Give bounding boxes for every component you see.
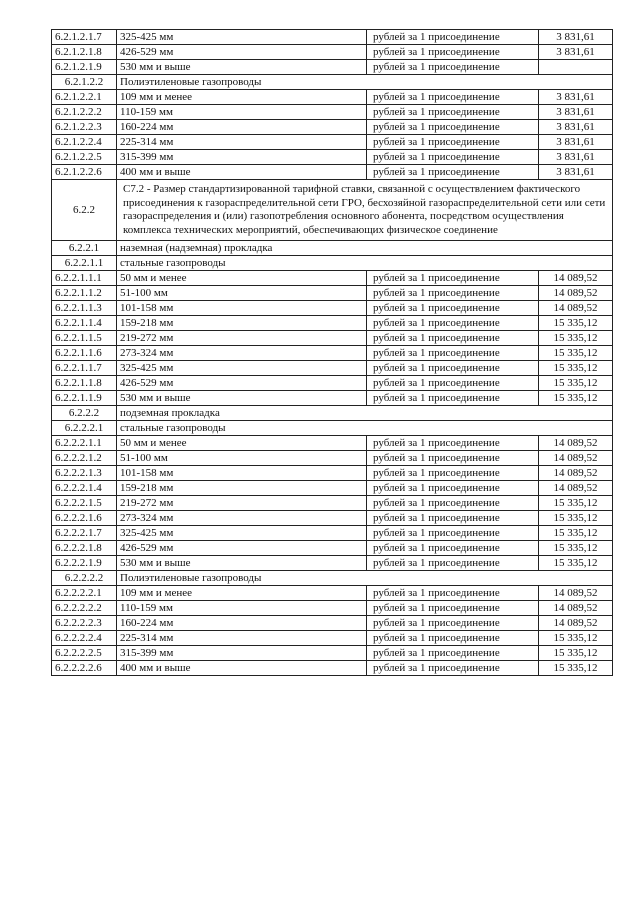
row-code: 6.2.2.2.2.6 [52, 661, 117, 676]
row-diameter: 110-159 мм [117, 601, 367, 616]
row-diameter: 426-529 мм [117, 376, 367, 391]
row-unit: рублей за 1 присоединение [367, 376, 539, 391]
section-title: стальные газопроводы [117, 421, 613, 436]
table-row [52, 391, 613, 406]
row-code: 6.2.2.1 [52, 241, 117, 256]
row-value: 3 831,61 [539, 165, 613, 180]
row-unit: рублей за 1 присоединение [367, 646, 539, 661]
row-unit: рублей за 1 присоединение [367, 30, 539, 45]
section-row [52, 406, 613, 421]
row-code: 6.2.2.2.2.1 [52, 586, 117, 601]
row-code: 6.2.2.1.1.9 [52, 391, 117, 406]
row-code: 6.2.2.2.1.8 [52, 541, 117, 556]
row-value: 3 831,61 [539, 150, 613, 165]
table-row [52, 346, 613, 361]
row-code: 6.2.2.2.1.3 [52, 466, 117, 481]
row-unit: рублей за 1 присоединение [367, 60, 539, 75]
table-row [52, 646, 613, 661]
table-row [52, 466, 613, 481]
row-code: 6.2.2.2.1.9 [52, 556, 117, 571]
row-value: 15 335,12 [539, 541, 613, 556]
row-code: 6.2.2.2.1.7 [52, 526, 117, 541]
section-title: Полиэтиленовые газопроводы [117, 571, 613, 586]
row-diameter: 325-425 мм [117, 526, 367, 541]
section-row [52, 421, 613, 436]
row-value: 15 335,12 [539, 331, 613, 346]
table-row [52, 451, 613, 466]
table-row [52, 105, 613, 120]
row-diameter: 273-324 мм [117, 346, 367, 361]
row-diameter: 400 мм и выше [117, 661, 367, 676]
section-title: подземная прокладка [117, 406, 613, 421]
row-code: 6.2.2.1.1.8 [52, 376, 117, 391]
row-value: 15 335,12 [539, 556, 613, 571]
table-row [52, 511, 613, 526]
table-row [52, 165, 613, 180]
row-code: 6.2.1.2.2.4 [52, 135, 117, 150]
row-diameter: 400 мм и выше [117, 165, 367, 180]
row-diameter: 530 мм и выше [117, 556, 367, 571]
row-code: 6.2.1.2.2.2 [52, 105, 117, 120]
table-row [52, 541, 613, 556]
row-value: 3 831,61 [539, 90, 613, 105]
table-row [52, 526, 613, 541]
row-unit: рублей за 1 присоединение [367, 301, 539, 316]
table-row [52, 631, 613, 646]
row-unit: рублей за 1 присоединение [367, 616, 539, 631]
row-diameter: 50 мм и менее [117, 271, 367, 286]
row-unit: рублей за 1 присоединение [367, 90, 539, 105]
row-diameter: 51-100 мм [117, 451, 367, 466]
row-code: 6.2.2.2.1.2 [52, 451, 117, 466]
row-unit: рублей за 1 присоединение [367, 271, 539, 286]
table-row [52, 361, 613, 376]
row-code: 6.2.2 [52, 180, 117, 241]
row-diameter: 159-218 мм [117, 316, 367, 331]
row-diameter: 219-272 мм [117, 496, 367, 511]
row-diameter: 109 мм и менее [117, 90, 367, 105]
row-value: 15 335,12 [539, 496, 613, 511]
table-row [52, 90, 613, 105]
row-diameter: 325-425 мм [117, 30, 367, 45]
table-row [52, 556, 613, 571]
row-value: 14 089,52 [539, 286, 613, 301]
row-code: 6.2.2.2 [52, 406, 117, 421]
table-row [52, 496, 613, 511]
row-value: 14 089,52 [539, 616, 613, 631]
row-value: 15 335,12 [539, 631, 613, 646]
row-value: 14 089,52 [539, 271, 613, 286]
section-row [52, 180, 613, 241]
table-row [52, 586, 613, 601]
table-row [52, 30, 613, 45]
table-row [52, 45, 613, 60]
row-unit: рублей за 1 присоединение [367, 316, 539, 331]
row-unit: рублей за 1 присоединение [367, 541, 539, 556]
row-diameter: 273-324 мм [117, 511, 367, 526]
row-unit: рублей за 1 присоединение [367, 331, 539, 346]
row-code: 6.2.2.2.1.1 [52, 436, 117, 451]
row-diameter: 101-158 мм [117, 466, 367, 481]
row-value: 15 335,12 [539, 646, 613, 661]
row-diameter: 315-399 мм [117, 646, 367, 661]
row-code: 6.2.1.2.1.7 [52, 30, 117, 45]
row-unit: рублей за 1 присоединение [367, 586, 539, 601]
row-code: 6.2.2.2.2.5 [52, 646, 117, 661]
row-code: 6.2.2.1.1.1 [52, 271, 117, 286]
row-value: 15 335,12 [539, 661, 613, 676]
table-row [52, 661, 613, 676]
table-row [52, 481, 613, 496]
row-code: 6.2.2.1.1.7 [52, 361, 117, 376]
row-code: 6.2.2.2.2 [52, 571, 117, 586]
row-value: 3 831,61 [539, 30, 613, 45]
row-code: 6.2.2.1.1 [52, 256, 117, 271]
row-value: 14 089,52 [539, 601, 613, 616]
row-code: 6.2.1.2.2.1 [52, 90, 117, 105]
table-row [52, 301, 613, 316]
row-value: 14 089,52 [539, 451, 613, 466]
row-unit: рублей за 1 присоединение [367, 346, 539, 361]
table-row [52, 150, 613, 165]
row-value: 14 089,52 [539, 481, 613, 496]
row-unit: рублей за 1 присоединение [367, 631, 539, 646]
row-value: 3 831,61 [539, 135, 613, 150]
row-code: 6.2.2.2.1.6 [52, 511, 117, 526]
table-row [52, 60, 613, 75]
row-unit: рублей за 1 присоединение [367, 466, 539, 481]
tariff-table-body [52, 30, 613, 676]
row-value: 15 335,12 [539, 376, 613, 391]
row-unit: рублей за 1 присоединение [367, 361, 539, 376]
row-unit: рублей за 1 присоединение [367, 451, 539, 466]
table-row [52, 316, 613, 331]
table-row [52, 120, 613, 135]
row-code: 6.2.2.1.1.3 [52, 301, 117, 316]
row-unit: рублей за 1 присоединение [367, 511, 539, 526]
row-code: 6.2.2.2.2.2 [52, 601, 117, 616]
section-title: стальные газопроводы [117, 256, 613, 271]
row-value: 3 831,61 [539, 105, 613, 120]
row-diameter: 101-158 мм [117, 301, 367, 316]
row-unit: рублей за 1 присоединение [367, 601, 539, 616]
row-value: 14 089,52 [539, 466, 613, 481]
section-row [52, 571, 613, 586]
row-diameter: 50 мм и менее [117, 436, 367, 451]
table-row [52, 616, 613, 631]
row-unit: рублей за 1 присоединение [367, 496, 539, 511]
row-unit: рублей за 1 присоединение [367, 556, 539, 571]
row-unit: рублей за 1 присоединение [367, 120, 539, 135]
tariff-table [51, 29, 613, 676]
row-diameter: 426-529 мм [117, 541, 367, 556]
row-diameter: 51-100 мм [117, 286, 367, 301]
row-value: 3 831,61 [539, 45, 613, 60]
row-diameter: 530 мм и выше [117, 391, 367, 406]
row-diameter: 160-224 мм [117, 120, 367, 135]
row-diameter: 160-224 мм [117, 616, 367, 631]
table-row [52, 436, 613, 451]
row-value: 3 831,61 [539, 120, 613, 135]
row-diameter: 530 мм и выше [117, 60, 367, 75]
table-row [52, 135, 613, 150]
row-diameter: 109 мм и менее [117, 586, 367, 601]
table-row [52, 286, 613, 301]
row-code: 6.2.2.1.1.5 [52, 331, 117, 346]
section-row [52, 256, 613, 271]
section-row [52, 241, 613, 256]
row-unit: рублей за 1 присоединение [367, 105, 539, 120]
table-row [52, 331, 613, 346]
row-unit: рублей за 1 присоединение [367, 165, 539, 180]
row-unit: рублей за 1 присоединение [367, 286, 539, 301]
row-code: 6.2.2.2.2.4 [52, 631, 117, 646]
row-value: 14 089,52 [539, 436, 613, 451]
row-value: 15 335,12 [539, 316, 613, 331]
table-row [52, 601, 613, 616]
row-diameter: 315-399 мм [117, 150, 367, 165]
row-code: 6.2.1.2.2.3 [52, 120, 117, 135]
table-row [52, 271, 613, 286]
row-value: 15 335,12 [539, 526, 613, 541]
row-unit: рублей за 1 присоединение [367, 526, 539, 541]
section-title: С7.2 - Размер стандартизированной тарифной ставки, связанной с осуществлением фактического присоединения к газораспределительной сети ГРО, бесхозяйной газораспределительной сети или сети газораспределения и (или) газопотребления основного абонента, посредством осуществления комплекса технических мероприятий, обеспечивающих физическое соединение [117, 180, 613, 241]
row-code: 6.2.2.1.1.2 [52, 286, 117, 301]
row-unit: рублей за 1 присоединение [367, 436, 539, 451]
row-unit: рублей за 1 присоединение [367, 661, 539, 676]
row-value: 15 335,12 [539, 391, 613, 406]
section-title: Полиэтиленовые газопроводы [117, 75, 613, 90]
row-value [539, 60, 613, 75]
row-code: 6.2.2.2.1 [52, 421, 117, 436]
row-code: 6.2.2.2.1.5 [52, 496, 117, 511]
row-code: 6.2.2.2.1.4 [52, 481, 117, 496]
row-code: 6.2.1.2.2.5 [52, 150, 117, 165]
row-unit: рублей за 1 присоединение [367, 135, 539, 150]
row-unit: рублей за 1 присоединение [367, 45, 539, 60]
row-diameter: 426-529 мм [117, 45, 367, 60]
row-unit: рублей за 1 присоединение [367, 391, 539, 406]
row-code: 6.2.1.2.2 [52, 75, 117, 90]
section-title: наземная (надземная) прокладка [117, 241, 613, 256]
row-code: 6.2.1.2.2.6 [52, 165, 117, 180]
row-value: 14 089,52 [539, 301, 613, 316]
row-value: 15 335,12 [539, 346, 613, 361]
row-diameter: 110-159 мм [117, 105, 367, 120]
table-row [52, 376, 613, 391]
row-code: 6.2.1.2.1.9 [52, 60, 117, 75]
row-diameter: 225-314 мм [117, 135, 367, 150]
row-diameter: 325-425 мм [117, 361, 367, 376]
row-diameter: 225-314 мм [117, 631, 367, 646]
row-value: 15 335,12 [539, 511, 613, 526]
row-value: 15 335,12 [539, 361, 613, 376]
row-code: 6.2.2.2.2.3 [52, 616, 117, 631]
row-unit: рублей за 1 присоединение [367, 481, 539, 496]
section-row [52, 75, 613, 90]
row-code: 6.2.2.1.1.6 [52, 346, 117, 361]
row-code: 6.2.2.1.1.4 [52, 316, 117, 331]
row-value: 14 089,52 [539, 586, 613, 601]
row-unit: рублей за 1 присоединение [367, 150, 539, 165]
row-code: 6.2.1.2.1.8 [52, 45, 117, 60]
row-diameter: 219-272 мм [117, 331, 367, 346]
row-diameter: 159-218 мм [117, 481, 367, 496]
